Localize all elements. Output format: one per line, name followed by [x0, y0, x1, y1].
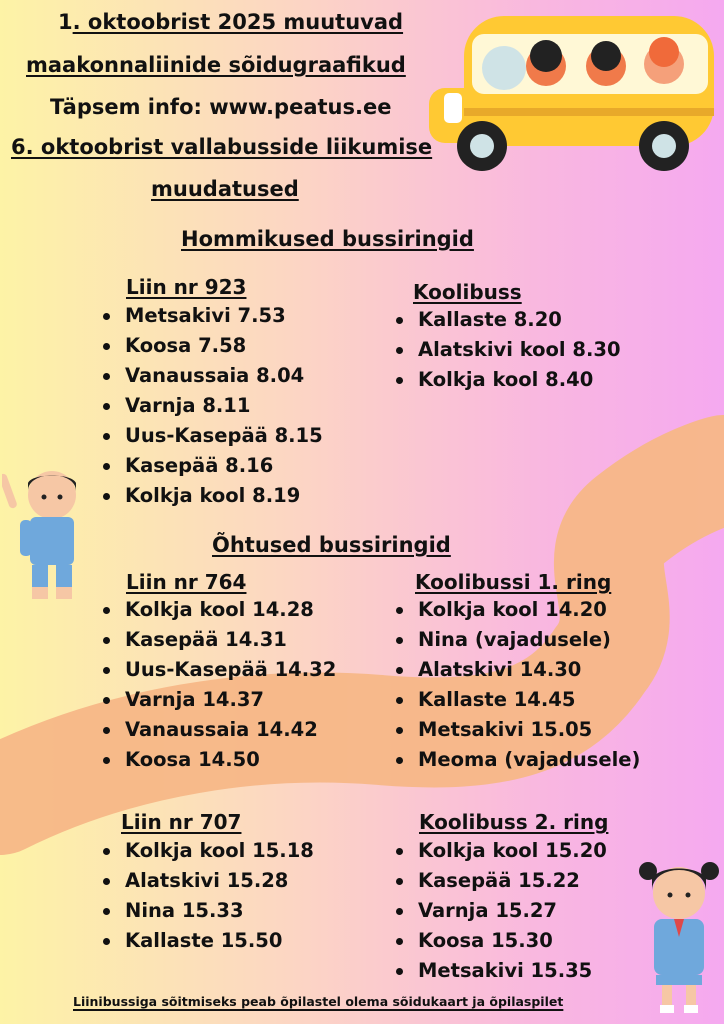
list-item: Alatskivi 15.28	[101, 866, 314, 896]
school-bus-2-title: Koolibuss 2. ring	[419, 810, 609, 834]
waving-boy-icon	[2, 465, 82, 605]
list-item: Uus-Kasepää 8.15	[101, 421, 323, 451]
route-707-stops	[101, 836, 314, 956]
list-item: Meoma (vajadusele)	[394, 745, 640, 775]
list-item: Koosa 15.30	[394, 926, 607, 956]
list-item: Metsakivi 7.53	[101, 301, 323, 331]
school-bus-title: Koolibuss	[413, 280, 522, 304]
route-923-stops	[101, 301, 323, 511]
list-item: Kasepää 15.22	[394, 866, 607, 896]
route-707-title: Liin nr 707	[121, 810, 242, 834]
list-item: Kolkja kool 15.18	[101, 836, 314, 866]
list-item: Kallaste 8.20	[394, 305, 621, 335]
list-item: Vanaussaia 8.04	[101, 361, 323, 391]
list-item: Vanaussaia 14.42	[101, 715, 336, 745]
list-item: Koosa 14.50	[101, 745, 336, 775]
list-item: Kallaste 15.50	[101, 926, 314, 956]
list-item: Kolkja kool 8.40	[394, 365, 621, 395]
list-item: Varnja 15.27	[394, 896, 607, 926]
evening-heading: Õhtused bussiringid	[212, 533, 451, 557]
list-item: Kallaste 14.45	[394, 685, 640, 715]
morning-heading: Hommikused bussiringid	[181, 227, 474, 251]
list-item: Alatskivi kool 8.30	[394, 335, 621, 365]
school-bus-1-title: Koolibussi 1. ring	[415, 570, 612, 594]
list-item: Alatskivi 14.30	[394, 655, 640, 685]
list-item: Kasepää 14.31	[101, 625, 336, 655]
school-bus-icon	[424, 8, 724, 173]
list-item: Kolkja kool 14.28	[101, 595, 336, 625]
school-bus-stops	[394, 305, 621, 395]
list-item: Uus-Kasepää 14.32	[101, 655, 336, 685]
route-923-title: Liin nr 923	[126, 275, 247, 299]
list-item: Koosa 7.58	[101, 331, 323, 361]
title-line-1-rest: . oktoobrist 2025 muutuvad	[72, 10, 404, 34]
title-line-2: maakonnaliinide sõidugraafikud	[26, 53, 406, 77]
title-line-1	[58, 12, 403, 33]
list-item: Kolkja kool 8.19	[101, 481, 323, 511]
list-item: Metsakivi 15.05	[394, 715, 640, 745]
route-764-title: Liin nr 764	[126, 570, 247, 594]
list-item: Metsakivi 15.35	[394, 956, 607, 986]
list-item: Kasepää 8.16	[101, 451, 323, 481]
schoolgirl-icon	[634, 855, 724, 1020]
list-item: Varnja 8.11	[101, 391, 323, 421]
list-item: Kolkja kool 15.20	[394, 836, 607, 866]
route-764-stops	[101, 595, 336, 775]
list-item: Kolkja kool 14.20	[394, 595, 640, 625]
title-line-5: muudatused	[151, 177, 299, 201]
title-line-4: 6. oktoobrist vallabusside liikumise	[11, 135, 433, 159]
school-bus-1-stops	[394, 595, 640, 775]
list-item: Nina 15.33	[101, 896, 314, 926]
title-line-3: Täpsem info: www.peatus.ee	[50, 95, 392, 119]
school-bus-2-stops	[394, 836, 607, 986]
footer-note: Liinibussiga sõitmiseks peab õpilastel olema sõidukaart ja õpilaspilet	[73, 994, 564, 1009]
list-item: Varnja 14.37	[101, 685, 336, 715]
list-item: Nina (vajadusele)	[394, 625, 640, 655]
title-line-1-prefix: 1	[58, 10, 73, 34]
